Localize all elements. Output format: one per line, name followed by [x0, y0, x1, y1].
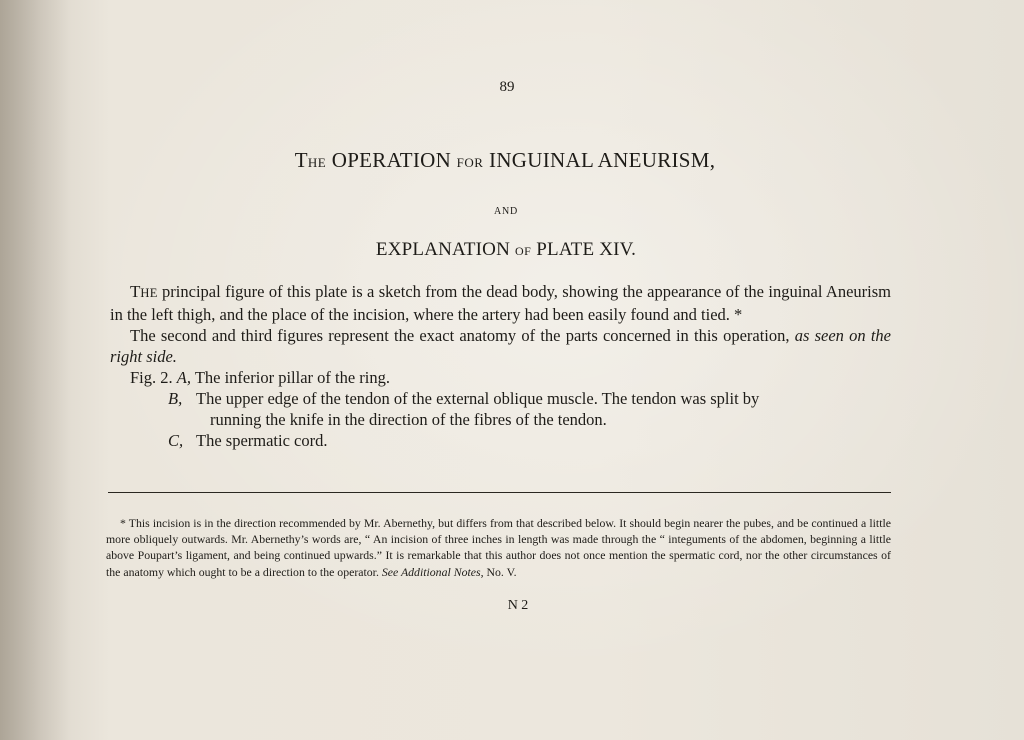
figure-item-c-desc: The spermatic cord.	[196, 431, 328, 450]
figure-item-b-continuation: running the knife in the direction of the fibres of the tendon.	[210, 410, 607, 429]
paragraph1-lead: HE	[140, 286, 158, 300]
page-subtitle	[0, 239, 1012, 261]
figure-item-c	[110, 430, 891, 451]
title-word-for: FOR	[456, 155, 484, 170]
title-word-the: HE	[307, 155, 327, 170]
paragraph1-text: principal figure of this plate is a sketch from the dead body, showing the appearance of the inguinal Aneurism in the left thigh, and the place of the incision, where the artery had been easily found and tied. *	[110, 282, 891, 324]
signature-mark: N 2	[507, 598, 529, 613]
footnote-tail: No. V.	[483, 564, 517, 579]
footnote	[106, 515, 891, 580]
figure-item-b-text: The upper edge of the tendon of the external oblique muscle. The tendon was split by	[196, 389, 760, 408]
figure-item-c-letter: C,	[168, 431, 184, 450]
title-word-operation: OPERATION	[331, 148, 452, 172]
body-text	[110, 281, 891, 451]
page-title	[0, 148, 1010, 173]
footnote-italic-reference: See Additional Notes,	[381, 564, 484, 579]
subtitle-explanation: EXPLANATION	[375, 239, 511, 260]
figure-label-line	[110, 367, 891, 388]
subtitle-plate: PLATE XIV.	[536, 239, 637, 260]
paragraph1-initial: T	[130, 282, 141, 301]
figure-item-b-desc	[196, 388, 891, 430]
footnote-text: * This incision is in the direction recommended by Mr. Abernethy, but differs from that described below. It should begin nearer the pubes, and be continued a little more obliquely outwards. Mr. Abernethy’s words are, “ An incision of three inches in length was made through the “ integuments of the abdomen, beginning a little above Poupart’s ligament, and being continued upwards.” It is remarkable that this author does not once mention the spermatic cord, nor the other circumstances of the anatomy which ought to be a direction to the operator.	[106, 516, 891, 579]
figure-item-b	[110, 388, 891, 430]
footnote-divider	[108, 492, 891, 493]
gutter-shadow	[0, 0, 70, 740]
figure-item-a-desc: The inferior pillar of the ring.	[194, 368, 390, 387]
subtitle-of: OF	[514, 244, 532, 258]
paragraph-principal-figure	[110, 281, 891, 325]
title-word-aneurism: INGUINAL ANEURISM,	[489, 148, 716, 172]
title-conjunction: AND	[493, 206, 519, 217]
paragraph-second-third-figures	[110, 325, 891, 367]
figure-item-a-letter: A,	[176, 368, 191, 387]
title-initial: T	[294, 148, 308, 172]
figure-label: Fig. 2.	[130, 368, 173, 387]
paragraph2-text: The second and third figures represent the exact anatomy of the parts concerned in this operation,	[130, 326, 795, 345]
figure-item-b-letter: B,	[168, 389, 183, 408]
page-number: 89	[499, 79, 515, 95]
paragraph2-italic: as seen on the right side.	[110, 326, 891, 366]
